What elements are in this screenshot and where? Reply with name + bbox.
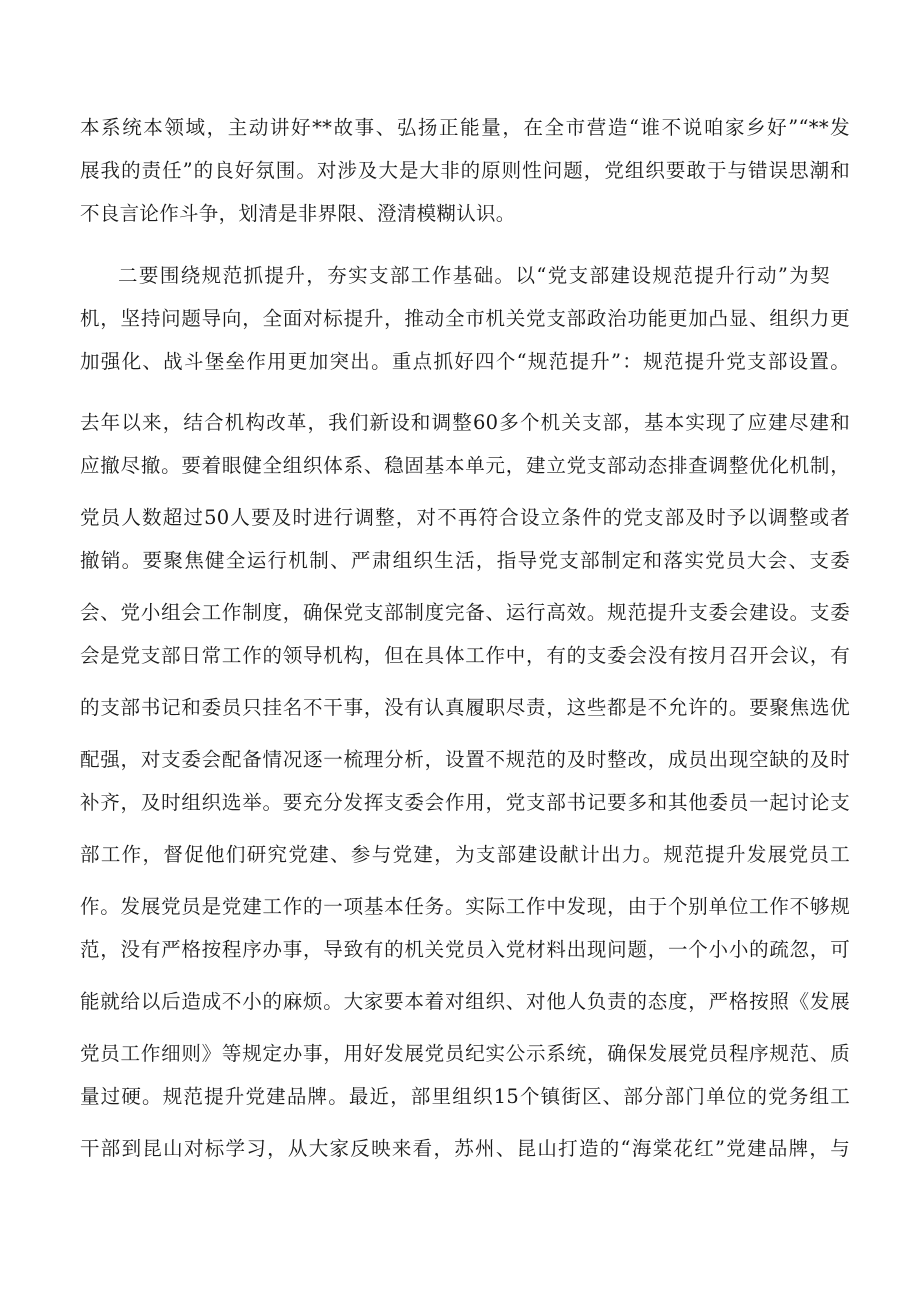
text-line-12: 会是党支部日常工作的领导机构，但在具体工作中，有的支委会没有按月召开会议，有 xyxy=(80,644,850,667)
text-line-2: 展我的责任”的良好氛围。对涉及大是大非的原则性问题，党组织要敢于与错误思潮和 xyxy=(80,159,850,182)
text-line-7: 去年以来，结合机构改革，我们新设和调整60多个机关支部，基本实现了应建尽建和 xyxy=(80,411,850,434)
text-line-10: 撤销。要聚焦健全运行机制、严肃组织生活，指导党支部制定和落实党员大会、支委 xyxy=(80,549,850,572)
text-line-9: 党员人数超过50人要及时进行调整，对不再符合设立条件的党支部及时予以调整或者 xyxy=(80,506,850,529)
text-line-20: 党员工作细则》等规定办事，用好发展党员纪实公示系统，确保发展党员程序规范、质 xyxy=(80,1042,850,1065)
text-line-6: 加强化、战斗堡垒作用更加突出。重点抓好四个“规范提升”：规范提升党支部设置。 xyxy=(80,350,850,373)
text-line-22: 干部到昆山对标学习，从大家反映来看，苏州、昆山打造的“海棠花红”党建品牌，与 xyxy=(80,1137,850,1160)
text-line-17: 作。发展党员是党建工作的一项基本任务。实际工作中发现，由于个别单位工作不够规 xyxy=(80,895,850,918)
text-line-15: 补齐，及时组织选举。要充分发挥支委会作用，党支部书记要多和其他委员一起讨论支 xyxy=(80,791,850,814)
text-line-18: 范，没有严格按程序办事，导致有的机关党员入党材料出现问题，一个小小的疏忽，可 xyxy=(80,938,850,961)
text-line-4: 二要围绕规范抓提升，夯实支部工作基础。以“党支部建设规范提升行动”为契 xyxy=(118,264,830,287)
text-line-8: 应撤尽撤。要着眼健全组织体系、稳固基本单元，建立党支部动态排查调整优化机制， xyxy=(80,454,850,477)
text-line-21: 量过硬。规范提升党建品牌。最近，部里组织15个镇街区、部分部门单位的党务组工 xyxy=(80,1085,850,1108)
text-line-11: 会、党小组会工作制度，确保党支部制度完备、运行高效。规范提升支委会建设。支委 xyxy=(80,601,850,624)
text-line-13: 的支部书记和委员只挂名不干事，没有认真履职尽责，这些都是不允许的。要聚焦选优 xyxy=(80,696,850,719)
text-line-16: 部工作，督促他们研究党建、参与党建，为支部建设献计出力。规范提升发展党员工 xyxy=(80,843,850,866)
text-line-5: 机，坚持问题导向，全面对标提升，推动全市机关党支部政治功能更加凸显、组织力更 xyxy=(80,307,850,330)
text-line-1: 本系统本领域，主动讲好**故事、弘扬正能量，在全市营造“谁不说咱家乡好”“**发 xyxy=(80,116,850,139)
text-line-19: 能就给以后造成不小的麻烦。大家要本着对组织、对他人负责的态度，严格按照《发展 xyxy=(80,990,850,1013)
text-line-3: 不良言论作斗争，划清是非界限、澄清模糊认识。 xyxy=(80,202,516,225)
text-line-14: 配强，对支委会配备情况逐一梳理分析，设置不规范的及时整改，成员出现空缺的及时 xyxy=(80,748,850,771)
